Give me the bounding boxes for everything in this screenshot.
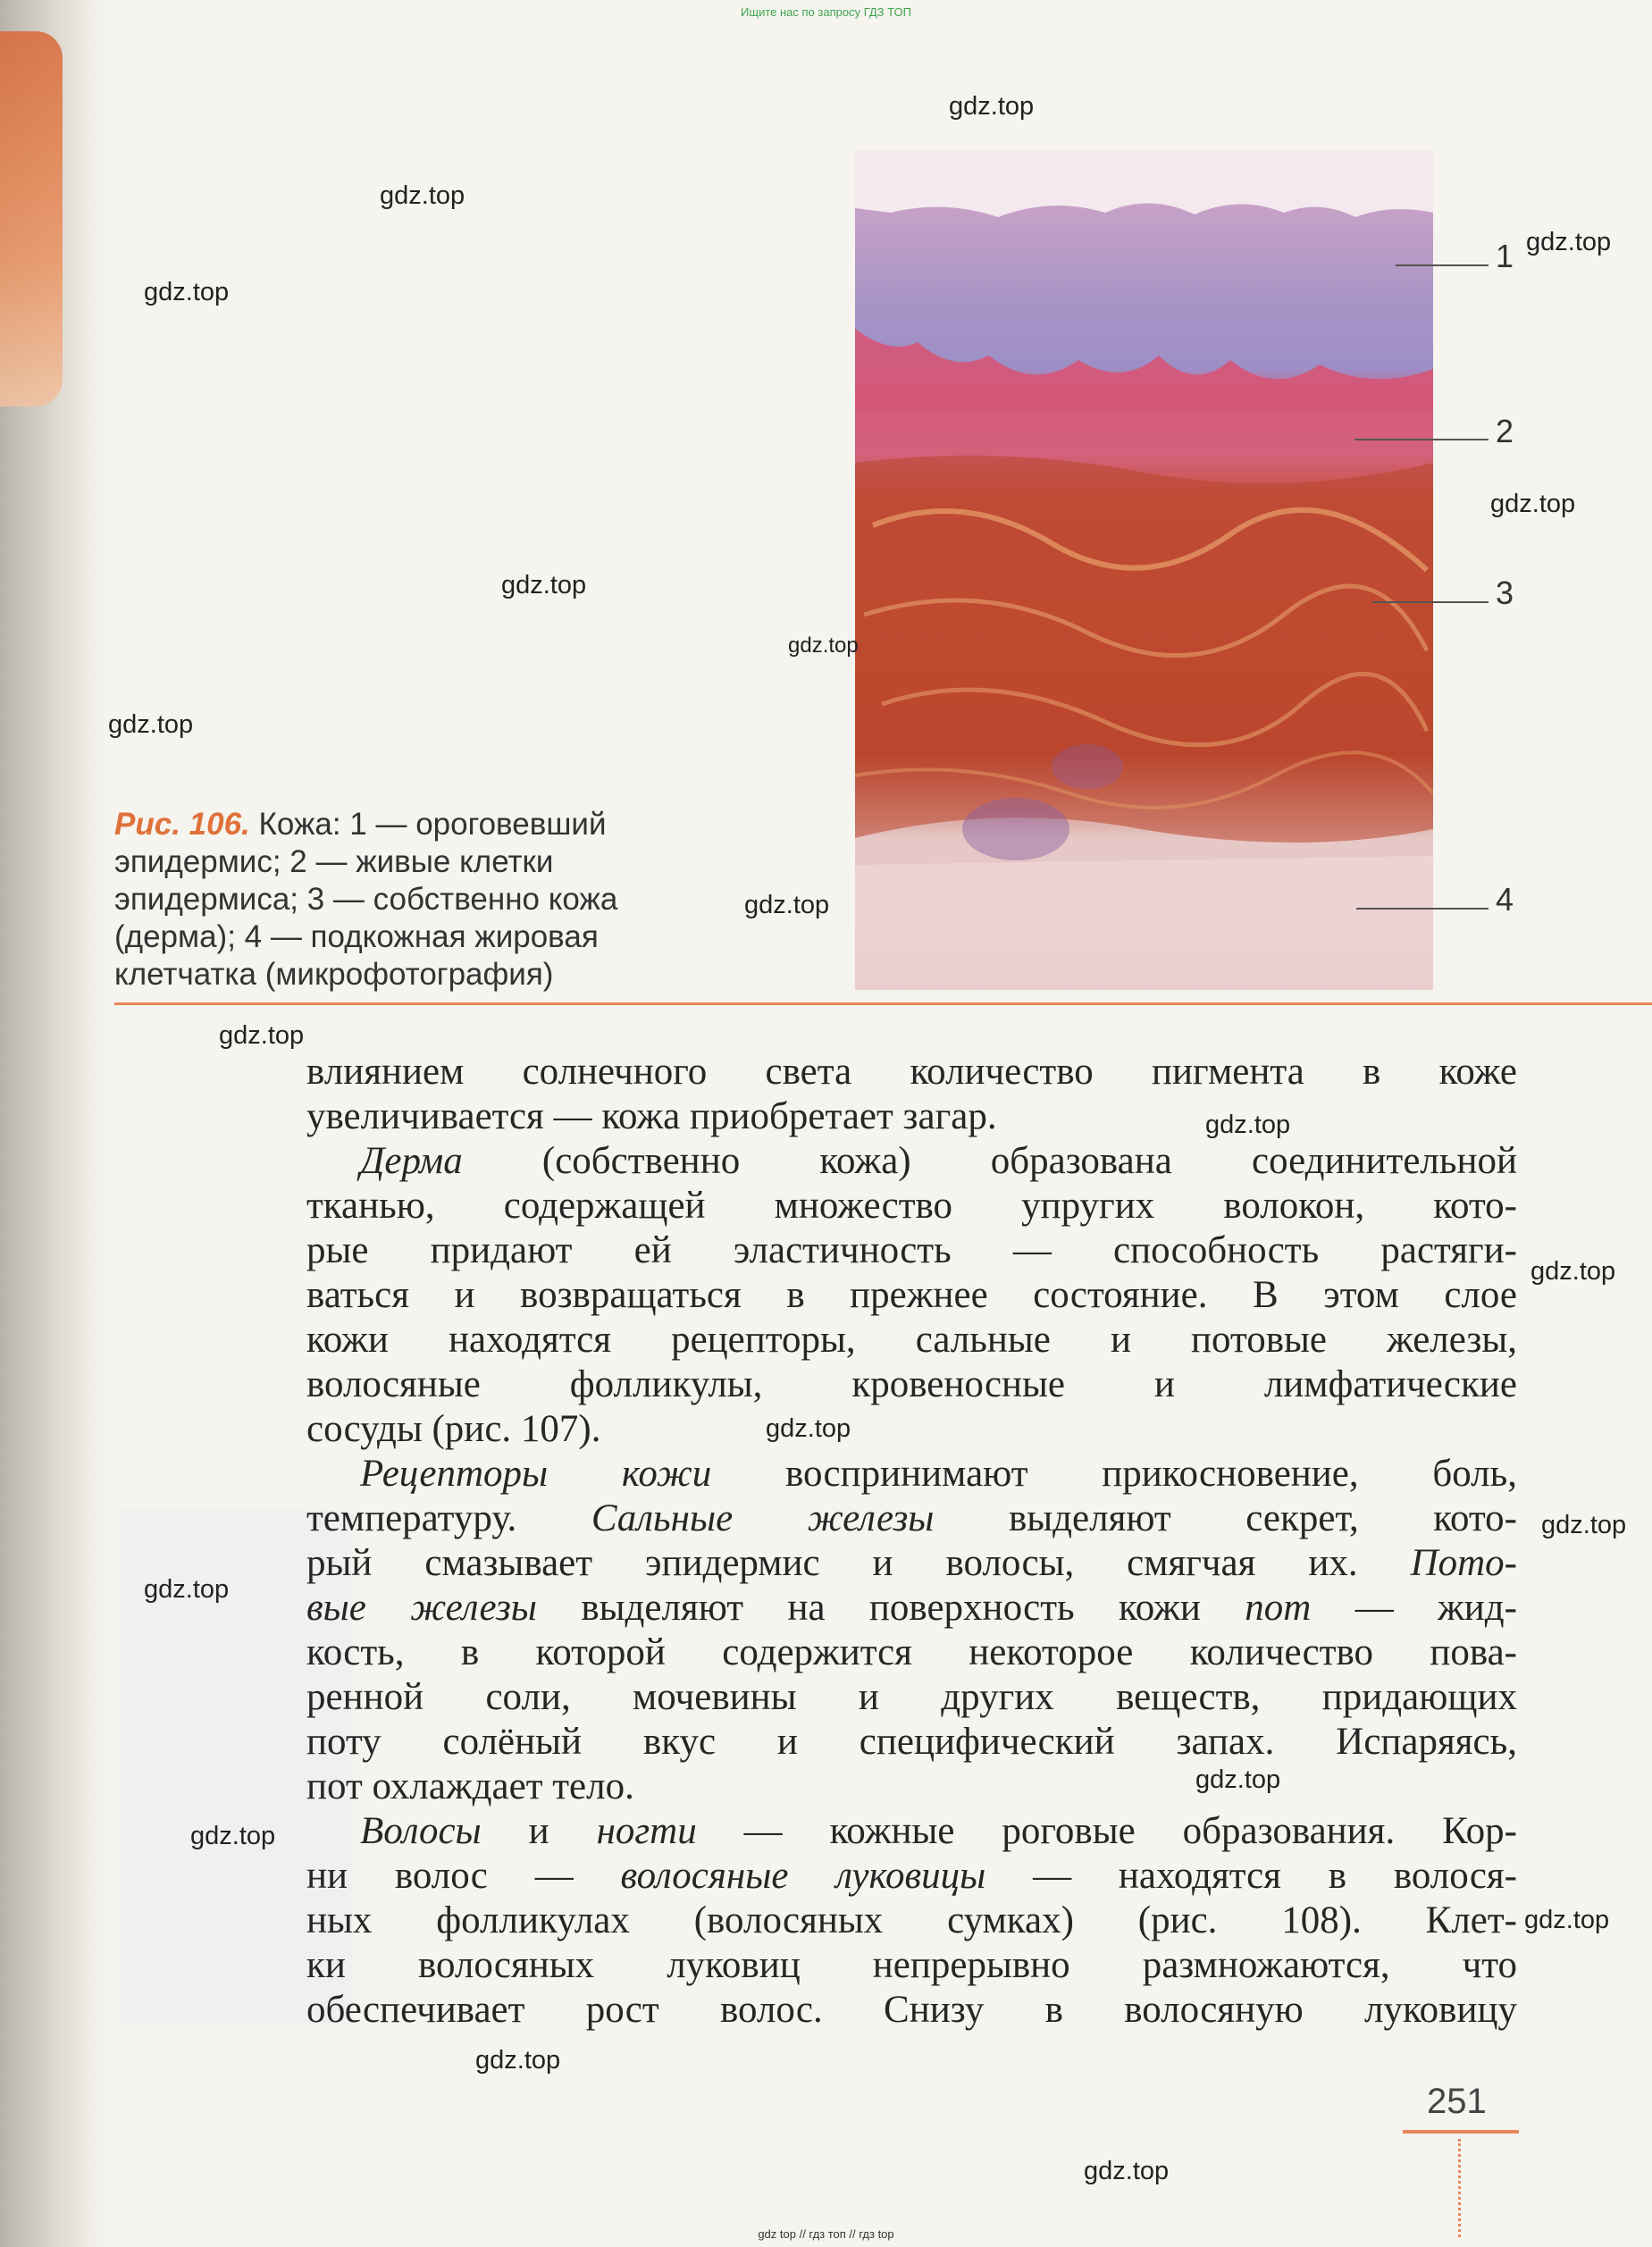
watermark: gdz.top	[144, 278, 230, 306]
body-text	[306, 1050, 1517, 2033]
term-hair-bulbs: волосяные луковицы	[620, 1855, 986, 1897]
term-derma: Дерма	[360, 1140, 463, 1182]
label-2: 2	[1496, 413, 1514, 449]
skin-micrograph	[855, 150, 1433, 990]
text-line	[306, 1541, 1517, 1586]
leader-line-2	[1354, 439, 1488, 440]
text-fragment: — жид-	[1311, 1587, 1517, 1629]
watermark: gdz.top	[1526, 228, 1612, 256]
watermark: gdz.top	[501, 571, 587, 599]
watermark: gdz.top	[108, 710, 194, 739]
term-sweat-a: Пото-	[1410, 1542, 1517, 1584]
text-line: тканью, содержащей множество упругих волокон, кото-	[306, 1185, 1517, 1227]
text-line	[306, 1139, 1517, 1184]
text-line	[306, 1497, 1517, 1541]
previous-page-illustration	[0, 31, 63, 407]
text-fragment: выделяют секрет, кото-	[934, 1497, 1517, 1539]
watermark: gdz.top	[766, 1414, 851, 1443]
label-1: 1	[1496, 238, 1514, 274]
watermark: gdz.top	[788, 633, 859, 658]
watermark: gdz.top	[1195, 1765, 1281, 1794]
section-divider	[114, 1002, 1652, 1005]
leader-line-4	[1356, 908, 1488, 910]
page-number-rule	[1403, 2130, 1519, 2134]
top-notice: Ищите нас по запросу ГДЗ ТОП	[741, 5, 911, 19]
text-line: влиянием солнечного света количество пигмента в коже	[306, 1051, 1517, 1093]
term-sweat-b: вые железы	[306, 1587, 537, 1629]
term-sweat: пот	[1245, 1587, 1312, 1629]
text-line: кожи находятся рецепторы, сальные и потовые железы,	[306, 1319, 1517, 1361]
watermark: gdz.top	[1524, 1906, 1610, 1934]
text-line: волосяные фолликулы, кровеносные и лимфатические	[306, 1363, 1517, 1405]
text-line: пот охлаждает тело.	[306, 1765, 634, 1807]
text-line: поту солёный вкус и специфический запах. Испаряясь,	[306, 1721, 1517, 1763]
watermark: gdz.top	[1490, 490, 1576, 518]
text-line	[306, 1586, 1517, 1631]
text-fragment: температуру.	[306, 1497, 591, 1539]
watermark: gdz.top	[475, 2046, 561, 2075]
text-fragment: ни волос —	[306, 1855, 621, 1897]
text-line: рые придают ей эластичность — способность растяги-	[306, 1229, 1517, 1271]
watermark: gdz.top	[1541, 1511, 1627, 1539]
text-line: увеличивается — кожа приобретает загар.	[306, 1095, 997, 1137]
watermark: gdz.top	[380, 181, 465, 210]
term-receptors: Рецепторы кожи	[360, 1453, 712, 1495]
watermark: gdz.top	[949, 92, 1035, 121]
figure-label: Рис. 106.	[114, 807, 250, 842]
watermark: gdz.top	[744, 891, 830, 919]
micrograph-texture	[855, 150, 1433, 990]
label-4: 4	[1496, 881, 1514, 918]
watermark: gdz.top	[144, 1575, 230, 1604]
figure-caption	[114, 806, 722, 994]
term-hair: Волосы	[360, 1810, 482, 1852]
figure-caption-text: Кожа: 1 — ороговевший эпидермис; 2 — живые клетки эпидермиса; 3 — собственно кожа (дерма); 4 — подкожная жировая клетчатка (микрофотография)	[114, 807, 618, 992]
text-line	[306, 1854, 1517, 1899]
term-sebaceous: Сальные железы	[591, 1497, 935, 1539]
leader-line-3	[1372, 601, 1488, 603]
text-line: обеспечивает рост волос. Снизу в волосяную луковицу	[306, 1989, 1517, 2031]
text-fragment: выделяют на поверхность кожи	[536, 1587, 1245, 1629]
text-line: ваться и возвращаться в прежнее состояние. В этом слое	[306, 1274, 1517, 1316]
text-fragment: и	[481, 1810, 597, 1852]
text-fragment: — находятся в волося-	[985, 1855, 1517, 1897]
page-number: 251	[1427, 2082, 1487, 2121]
watermark: gdz.top	[219, 1021, 305, 1050]
page-number-dots	[1458, 2139, 1461, 2237]
leader-line-1	[1396, 264, 1488, 266]
text-line: ки волосяных луковиц непрерывно размножаются, что	[306, 1944, 1517, 1986]
text-fragment: воспринимают прикосновение, боль,	[711, 1453, 1517, 1495]
text-fragment: — кожные роговые образования. Кор-	[696, 1810, 1517, 1852]
watermark: gdz.top	[1084, 2157, 1170, 2185]
text-fragment: (собственно кожа) образована соединительной	[462, 1140, 1517, 1182]
text-line: сосуды (рис. 107).	[306, 1408, 601, 1450]
watermark: gdz.top	[1205, 1111, 1291, 1139]
text-fragment: рый смазывает эпидермис и волосы, смягчая их.	[306, 1542, 1411, 1584]
watermark: gdz.top	[1530, 1257, 1616, 1286]
text-line: ных фолликулах (волосяных сумках) (рис. 108). Клет-	[306, 1899, 1517, 1941]
bottom-notice: gdz top // гдз топ // гдз top	[758, 2227, 894, 2241]
text-line	[306, 1809, 1517, 1854]
text-line: кость, в которой содержится некоторое количество пова-	[306, 1631, 1517, 1673]
watermark: gdz.top	[190, 1822, 276, 1850]
term-nails: ногти	[596, 1810, 697, 1852]
text-line	[306, 1452, 1517, 1497]
text-line: ренной соли, мочевины и других веществ, придающих	[306, 1676, 1517, 1718]
label-3: 3	[1496, 574, 1514, 611]
